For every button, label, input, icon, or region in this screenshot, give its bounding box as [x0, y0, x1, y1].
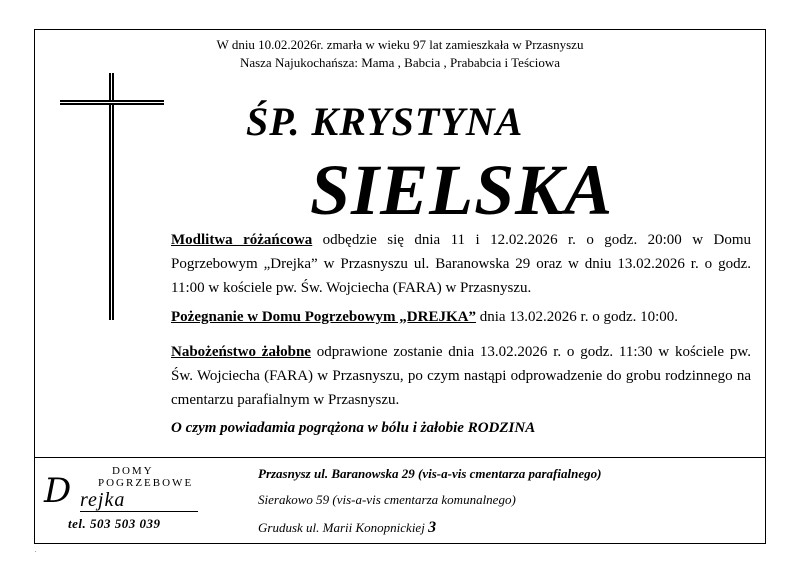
- corner-mark: .: [35, 548, 37, 554]
- funeral-home-logo: [40, 465, 205, 535]
- farewell-paragraph: [171, 305, 751, 329]
- logo-underline: [80, 511, 198, 512]
- cross-icon: [109, 73, 114, 320]
- intro-line-2: Nasza Najukochańsza: Mama , Babcia , Prababcia i Teściowa: [239, 55, 561, 70]
- closing-line: O czym powiadamia pogrążona w bólu i żałobie RODZINA: [171, 420, 536, 436]
- address-grudusk-number: 3: [428, 519, 437, 536]
- address-przasnysz: Przasnysz ul. Baranowska 29 (vis-a-vis cmentarza parafialnego): [258, 466, 602, 481]
- footer-divider: [35, 457, 765, 458]
- rosary-text: odbędzie się dnia 11 i 12.02.2026 r. o godz. 20:00 w Domu Pogrzebowym „Drejka” w Przasnyszu ul. Baranowska 29 oraz w dniu 13.02.2026 r. o godz. 11:00 w kościele pw. Św. Wojciecha (FARA) w Przasnyszu.: [171, 232, 751, 296]
- mass-text: odprawione zostanie dnia 13.02.2026 r. o godz. 11:30 w kościele pw. Św. Wojciecha (FARA) w Przasnyszu, po czym nastąpi odprowadzenie do grobu rodzinnego na cmentarzu parafialnym w Przasnyszu.: [171, 344, 751, 408]
- address-sierakowo: Sierakowo 59 (vis-a-vis cmentarza komunalnego): [258, 492, 516, 507]
- cross-icon-beam: [60, 100, 164, 105]
- address-grudusk-street: Grudusk ul. Marii Konopnickiej: [258, 520, 429, 535]
- logo-name: rejka: [80, 489, 126, 511]
- mass-paragraph: [171, 340, 751, 412]
- logo-initial: D: [44, 471, 72, 511]
- address-grudusk: [258, 519, 436, 537]
- logo-phone: tel. 503 503 039: [68, 516, 161, 531]
- farewell-text: dnia 13.02.2026 r. o godz. 10:00.: [475, 309, 679, 325]
- mass-label: Nabożeństwo żałobne: [171, 344, 311, 360]
- rosary-label: Modlitwa różańcowa: [171, 232, 313, 248]
- logo-line-1: DOMY: [112, 465, 154, 477]
- deceased-first-name: ŚP. KRYSTYNA: [246, 99, 524, 144]
- farewell-label: Pożegnanie w Domu Pogrzebowym „DREJKA”: [171, 309, 476, 325]
- logo-line-2: POGRZEBOWE: [98, 477, 194, 489]
- rosary-paragraph: [171, 228, 751, 300]
- intro-line-1: W dniu 10.02.2026r. zmarła w wieku 97 lat zamieszkała w Przasnyszu: [216, 37, 584, 52]
- deceased-surname: SIELSKA: [310, 150, 614, 230]
